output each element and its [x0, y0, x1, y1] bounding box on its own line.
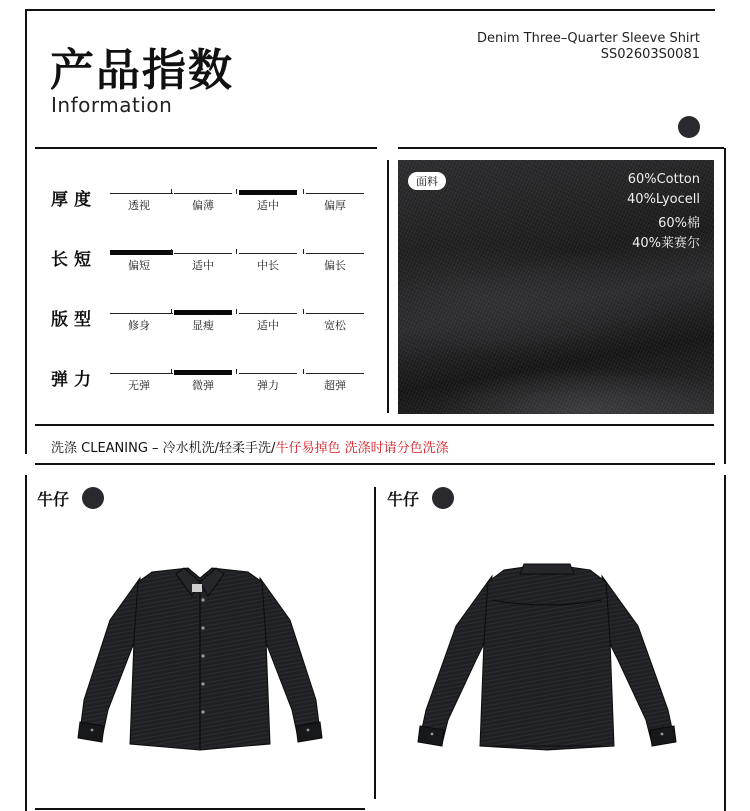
- index-option-label: 超弹: [324, 379, 346, 392]
- index-tick: [303, 309, 304, 314]
- fabric-composition-line: 40%Lyocell: [627, 192, 700, 207]
- front-color-swatch: [82, 487, 104, 509]
- index-tick: [303, 189, 304, 194]
- wash-text: 洗涤 CLEANING – 冷水机洗/轻柔手洗/: [51, 441, 276, 456]
- index-option-label: 中长: [257, 259, 279, 272]
- wash-divider-bottom: [35, 463, 715, 465]
- shirt-back-image: [412, 560, 682, 760]
- product-name: Denim Three–Quarter Sleeve Shirt: [477, 31, 700, 46]
- index-tick: [171, 309, 172, 314]
- index-segment: [239, 253, 297, 254]
- index-tick: [236, 189, 237, 194]
- index-option-label: 无弹: [128, 379, 150, 392]
- index-tick: [171, 189, 172, 194]
- index-option-label: 偏短: [128, 259, 150, 272]
- index-option-label: 宽松: [324, 319, 346, 332]
- index-segment-selected: [239, 190, 297, 195]
- product-code: SS02603S0081: [600, 47, 700, 62]
- index-segment: [306, 313, 364, 314]
- index-row-label: 版型: [51, 310, 97, 330]
- fabric-composition-line: 40%莱赛尔: [632, 236, 700, 251]
- index-segment: [306, 193, 364, 194]
- color-swatch: [678, 116, 700, 138]
- bottom-base-line: [35, 808, 365, 810]
- index-option-label: 弹力: [257, 379, 279, 392]
- index-option-label: 修身: [128, 319, 150, 332]
- index-segment: [306, 253, 364, 254]
- index-segment: [110, 313, 173, 314]
- index-row-label: 厚度: [51, 190, 97, 210]
- fabric-swatch-image: [398, 160, 714, 414]
- index-tick: [236, 309, 237, 314]
- wash-divider-top: [35, 424, 714, 426]
- index-tick: [171, 369, 172, 374]
- index-segment: [174, 253, 232, 254]
- fabric-composition-line: 60%棉: [658, 216, 700, 231]
- shirt-front-image: [70, 560, 330, 760]
- back-color-swatch: [432, 487, 454, 509]
- header-divider-right: [398, 147, 724, 149]
- index-option-label: 微弹: [192, 379, 214, 392]
- header-divider-left: [35, 147, 377, 149]
- index-tick: [236, 369, 237, 374]
- bottom-middle-border: [374, 487, 376, 799]
- index-tick: [236, 249, 237, 254]
- index-segment: [306, 373, 364, 374]
- page-subtitle: Information: [51, 93, 173, 117]
- index-option-label: 偏长: [324, 259, 346, 272]
- index-fabric-divider: [387, 160, 389, 413]
- index-segment: [239, 313, 297, 314]
- fabric-tag: 面料: [408, 172, 446, 190]
- index-segment: [239, 373, 297, 374]
- index-option-label: 适中: [257, 199, 279, 212]
- index-tick: [171, 249, 172, 254]
- index-row-label: 长短: [51, 250, 97, 270]
- index-tick: [303, 249, 304, 254]
- index-row-label: 弹力: [51, 370, 97, 390]
- index-option-label: 偏厚: [324, 199, 346, 212]
- index-segment: [110, 193, 173, 194]
- index-option-label: 显瘦: [192, 319, 214, 332]
- index-segment-selected: [174, 370, 232, 375]
- index-option-label: 透视: [128, 199, 150, 212]
- fabric-composition-line: 60%Cotton: [627, 172, 700, 187]
- index-segment: [174, 193, 232, 194]
- index-segment-selected: [110, 250, 173, 255]
- index-option-label: 适中: [192, 259, 214, 272]
- bottom-left-border: [25, 475, 27, 811]
- back-view-label: 牛仔: [387, 490, 420, 509]
- front-view-label: 牛仔: [37, 490, 70, 509]
- page-title: 产品指数: [50, 45, 234, 96]
- wash-warning: 牛仔易掉色 洗涤时请分色洗涤: [275, 441, 449, 456]
- top-border: [25, 9, 715, 11]
- index-segment: [110, 373, 173, 374]
- right-border: [724, 148, 726, 464]
- index-segment-selected: [174, 310, 232, 315]
- wash-instructions: [51, 437, 449, 456]
- index-tick: [303, 369, 304, 374]
- bottom-right-border: [724, 475, 726, 811]
- left-border: [25, 9, 27, 454]
- index-option-label: 偏薄: [192, 199, 214, 212]
- index-option-label: 适中: [257, 319, 279, 332]
